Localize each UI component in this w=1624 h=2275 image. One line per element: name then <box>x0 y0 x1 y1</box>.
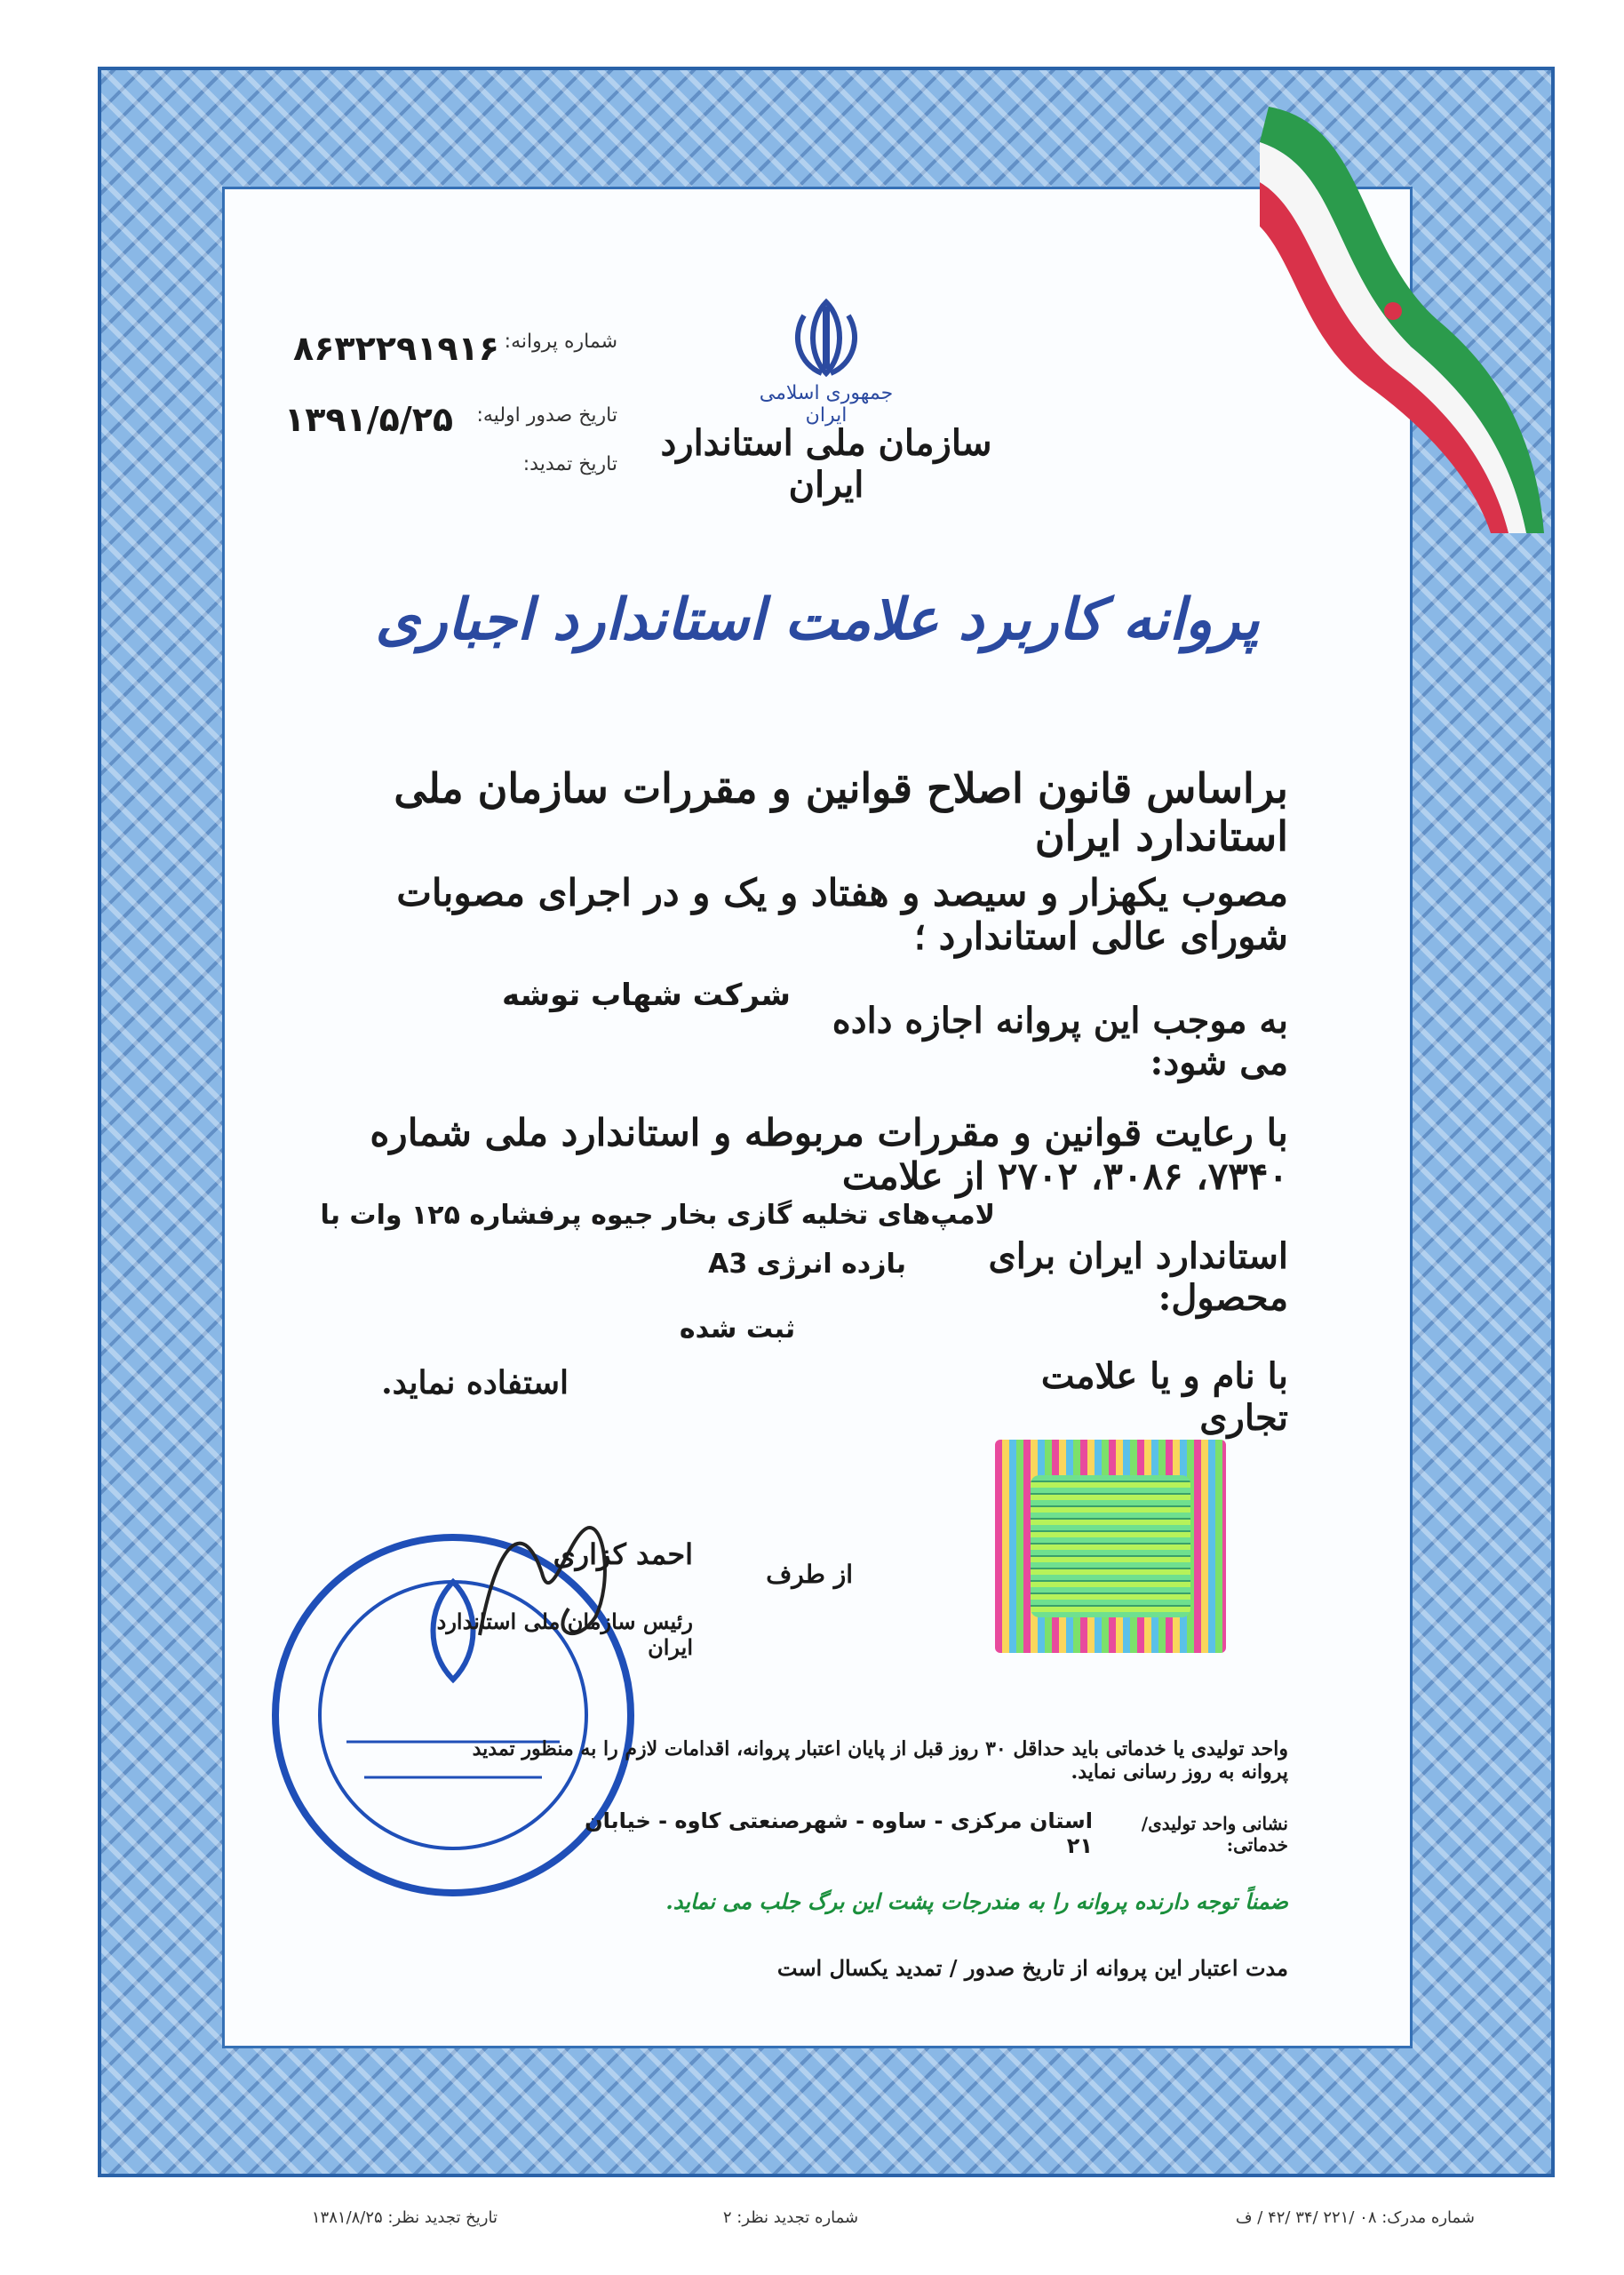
renewal-notice: واحد تولیدی یا خدماتی باید حداقل ۳۰ روز قبل از پایان اعتبار پروانه، اقدامات لازم را به منظور تمدید پروانه به روز رسانی نماید. <box>472 1737 1288 1784</box>
license-number-label: شماره پروانه: <box>504 331 617 353</box>
hologram-sticker <box>995 1440 1226 1653</box>
emblem-caption: جمهوری اسلامی ایران <box>759 382 894 427</box>
revision-number: شماره تجدید نظر: ۲ <box>722 2208 859 2227</box>
certificate-title: پروانه کاربرد علامت استاندارد اجباری <box>375 587 1260 653</box>
address-value: استان مرکزی - ساوه - شهرصنعتی کاوه - خیابان ۲۱ <box>585 1808 1093 1858</box>
company-name: شرکت شهاب توشه <box>502 978 791 1013</box>
license-number: ۸۶۳۲۲۹۱۹۱۶ <box>293 329 499 368</box>
renewal-date-label: تاریخ تمدید: <box>522 453 617 475</box>
trademark-label: با نام و یا علامت تجاری <box>1040 1355 1288 1439</box>
org-name: سازمان ملی استاندارد ایران <box>660 422 992 506</box>
iran-emblem-icon <box>782 293 871 382</box>
revision-date: تاریخ تجدید نظر: ۱۳۸۱/۸/۲۵ <box>311 2208 498 2227</box>
address-label: نشانی واحد تولیدی/خدماتی: <box>1141 1813 1288 1856</box>
validity-text: مدت اعتبار این پروانه از تاریخ صدور / تمدید یکسال است <box>776 1955 1288 1981</box>
product-line-1: لامپ‌های تخلیه گازی بخار جیوه پرفشاره ۱۲۵ وات با <box>320 1200 995 1231</box>
product-label: استاندارد ایران برای محصول: <box>988 1235 1288 1319</box>
from-label: از طرف <box>766 1560 853 1589</box>
use-text: استفاده نماید. <box>381 1364 569 1401</box>
body-line-2: مصوب یکهزار و سیصد و هفتاد و یک و در اجرای مصوبات شورای عالی استاندارد ؛ <box>396 871 1288 958</box>
product-line-2: بازده انرژی A3 <box>708 1249 906 1280</box>
signer-name: احمد کزاری <box>553 1537 693 1571</box>
registered-text: ثبت شده <box>679 1313 796 1345</box>
company-label: به موجب این پروانه اجازه داده می شود: <box>832 1000 1288 1083</box>
signer-title: رئیس سازمان ملی استاندارد ایران <box>436 1608 693 1660</box>
green-notice: ضمناً توجه دارنده پروانه را به مندرجات پشت این برگ جلب می نماید. <box>665 1888 1288 1914</box>
standards-line: با رعایت قوانین و مقررات مربوطه و استاندارد ملی شماره ۷۳۴۰، ۳۰۸۶، ۲۷۰۲ از علامت <box>370 1111 1288 1198</box>
doc-number: شماره مدرک: ۰۸ /۲۲۱ /۳۴ /۴۲ / ف <box>1235 2208 1475 2227</box>
issue-date-label: تاریخ صدور اولیه: <box>476 404 617 427</box>
issue-date: ۱۳۹۱/۵/۲۵ <box>284 400 454 439</box>
iran-flag-ribbon-icon <box>1260 89 1553 551</box>
body-line-1: براساس قانون اصلاح قوانین و مقررات سازمان ملی استاندارد ایران <box>394 764 1288 860</box>
